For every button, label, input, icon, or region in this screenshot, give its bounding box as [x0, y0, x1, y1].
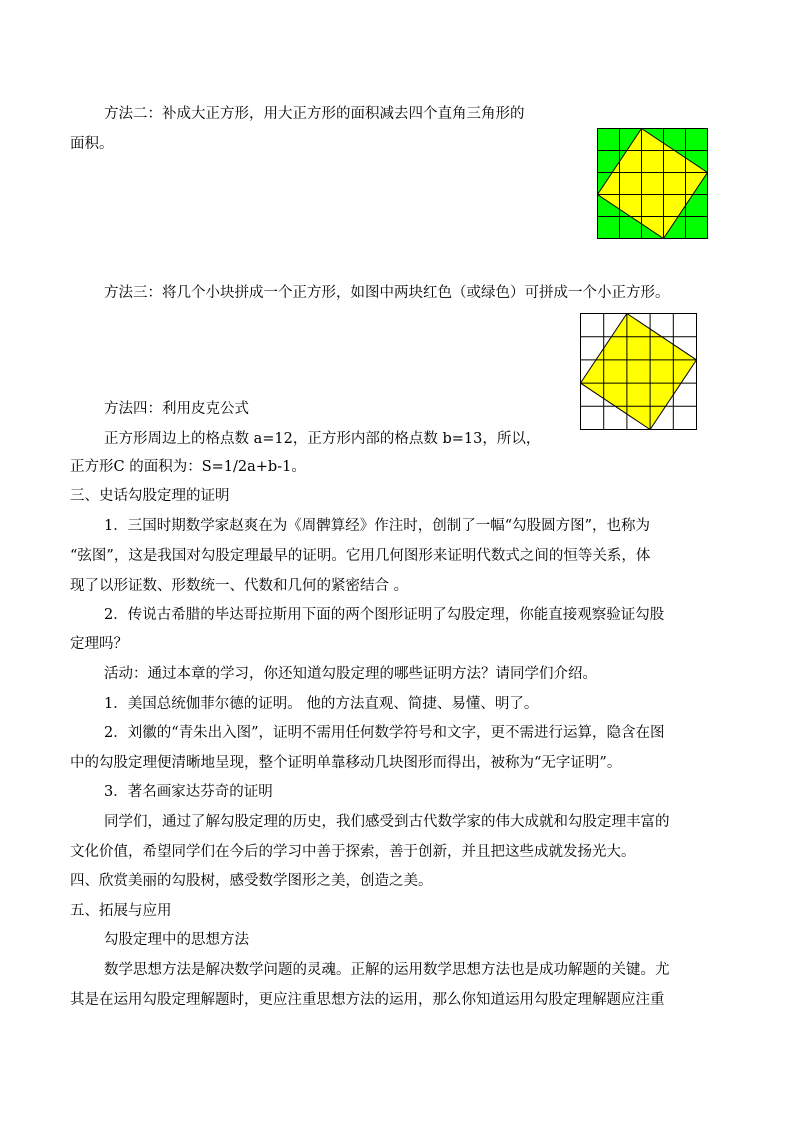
text-line-10: 2．传说古希腊的毕达哥拉斯用下面的两个图形证明了勾股定理，你能直接观察验证勾股	[104, 607, 665, 623]
text-line-11: 定理吗？	[70, 636, 128, 652]
text-line-7: 1．三国时期数学家赵爽在为《周髀算经》作注时，创制了一幅“勾股圆方图”，也称为	[104, 518, 651, 534]
text-line-4: 方法四：利用皮克公式	[104, 401, 249, 417]
subheading-thinking-methods: 勾股定理中的思想方法	[104, 932, 249, 948]
text-line-18: 文化价值，希望同学们在今后的学习中善于探索，善于创新，并且把这些成就发扬光大。	[70, 844, 636, 860]
pythagorean-figure-green	[597, 128, 708, 239]
pythagorean-figure-white	[580, 313, 697, 430]
text-line-19: 数学思想方法是解决数学问题的灵魂。正解的运用数学思想方法也是成功解题的关键。尤	[104, 962, 670, 978]
text-line-13: 1．美国总统伽菲尔德的证明。 他的方法直观、简捷、易懂、明了。	[104, 696, 539, 712]
section-heading-3: 三、史话勾股定理的证明	[70, 488, 230, 504]
text-line-20: 其是在运用勾股定理解题时，更应注重思想方法的运用，那么你知道运用勾股定理解题应注重	[70, 992, 665, 1008]
text-line-1: 方法二：补成大正方形，用大正方形的面积减去四个直角三角形的	[104, 106, 525, 122]
section-heading-4: 四、欣赏美丽的勾股树，感受数学图形之美，创造之美。	[70, 873, 433, 889]
text-line-6: 正方形C 的面积为：S=1/2a+b-1。	[70, 459, 306, 475]
text-line-5: 正方形周边上的格点数 a=12，正方形内部的格点数 b=13，所以，	[104, 431, 541, 447]
text-line-14: 2．刘徽的“青朱出入图”，证明不需用任何数学符号和文字，更不需进行运算，隐含在图	[104, 725, 665, 741]
text-line-16: 3．著名画家达芬奇的证明	[104, 784, 273, 800]
text-line-15: 中的勾股定理便清晰地呈现，整个证明单靠移动几块图形而得出，被称为“无字证明”。	[70, 755, 622, 771]
text-line-9: 现了以形证数、形数统一、代数和几何的紧密结合 。	[70, 578, 409, 594]
text-line-17: 同学们，通过了解勾股定理的历史，我们感受到古代数学家的伟大成就和勾股定理丰富的	[104, 814, 670, 830]
section-heading-5: 五、拓展与应用	[70, 903, 172, 919]
text-line-12: 活动：通过本章的学习，你还知道勾股定理的哪些证明方法？请同学们介绍。	[104, 666, 597, 682]
text-line-8: “弦图”，这是我国对勾股定理最早的证明。它用几何图形来证明代数式之间的恒等关系，体	[70, 548, 651, 564]
text-line-3: 方法三：将几个小块拼成一个正方形，如图中两块红色（或绿色）可拼成一个小正方形。	[104, 285, 670, 301]
text-line-2: 面积。	[70, 136, 114, 152]
